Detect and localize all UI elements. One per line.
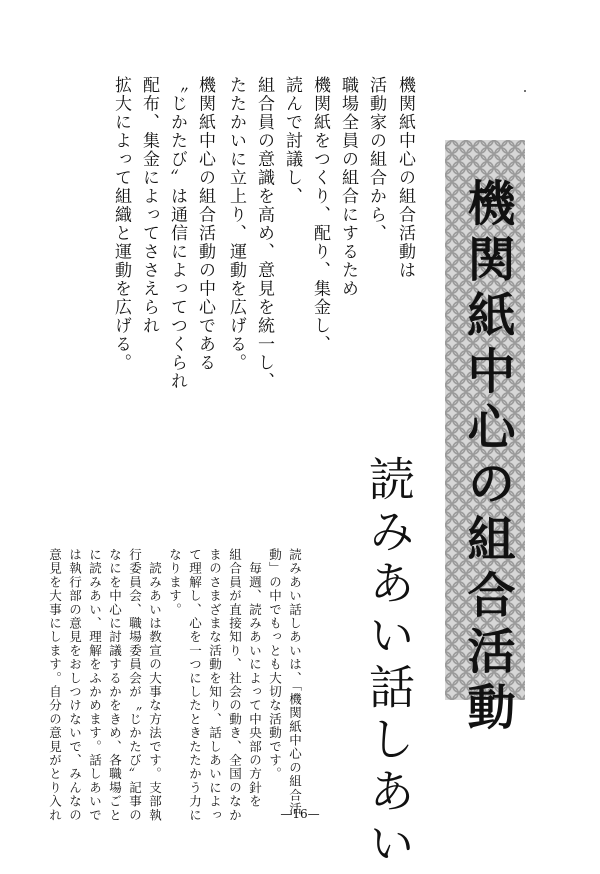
- intro-line-4: 機関紙をつくり、配り、集金し、: [310, 76, 330, 354]
- body-line-10: なにを中心に討議するかをきめ、各職場ごと: [107, 548, 123, 822]
- intro-line-5: 読んで討議し、: [282, 76, 302, 206]
- intro-line-7: たたかいに立上り、運動を広げる。: [226, 76, 246, 372]
- section-subtitle: 読みあい話しあい: [362, 455, 416, 871]
- body-line-11: に読みあい、理解をふかめます。話しあいで: [87, 548, 103, 822]
- intro-line-2: 活動家の組合から、: [366, 76, 386, 243]
- body-line-13: 意見を大事にします。自分の意見がとり入れ: [47, 548, 63, 822]
- body-line-4: 組合員が直接知り、社会の動き、全国のなか: [227, 548, 243, 822]
- intro-line-10: 配布、集金によってささえられ: [139, 76, 159, 335]
- body-line-5: まのさまざまな活動を知り、話しあいによっ: [207, 548, 223, 822]
- body-line-7: なります。: [167, 548, 183, 617]
- body-line-1: 読みあい話しあいは、「機関紙中心の組合活: [287, 548, 303, 816]
- intro-line-1: 機関紙中心の組合活動は: [395, 76, 415, 280]
- printing-speck: [524, 90, 526, 92]
- page-number: —16—: [280, 807, 320, 821]
- page-title: 機関紙中心の組合活動: [459, 178, 515, 738]
- body-line-2: 動」の中でもっとも大切な活動です。: [267, 548, 283, 781]
- intro-line-11: 拡大によって組織と運動を広げる。: [111, 76, 131, 372]
- body-line-12: は執行部の意見をおしつけないで、みんなの: [67, 548, 83, 822]
- intro-line-3: 職場全員の組合にするため: [338, 76, 358, 298]
- intro-line-8: 機関紙中心の組合活動の中心である: [195, 76, 215, 372]
- body-line-6: て理解し、心を一つにしたときたたかう力に: [187, 548, 203, 822]
- body-line-3: 毎週、読みあいによって中央部の方針を: [247, 548, 263, 809]
- intro-line-6: 組合員の意識を高め、意見を統一し、: [254, 76, 274, 391]
- body-line-8: 読みあいは教宣の大事な方法です。支部執: [147, 548, 163, 822]
- body-line-9: 行委員会、職場委員会が〝じかたび〟記事の: [127, 548, 143, 822]
- intro-line-9: 〝じかたび〟は通信によってつくられ: [167, 76, 187, 391]
